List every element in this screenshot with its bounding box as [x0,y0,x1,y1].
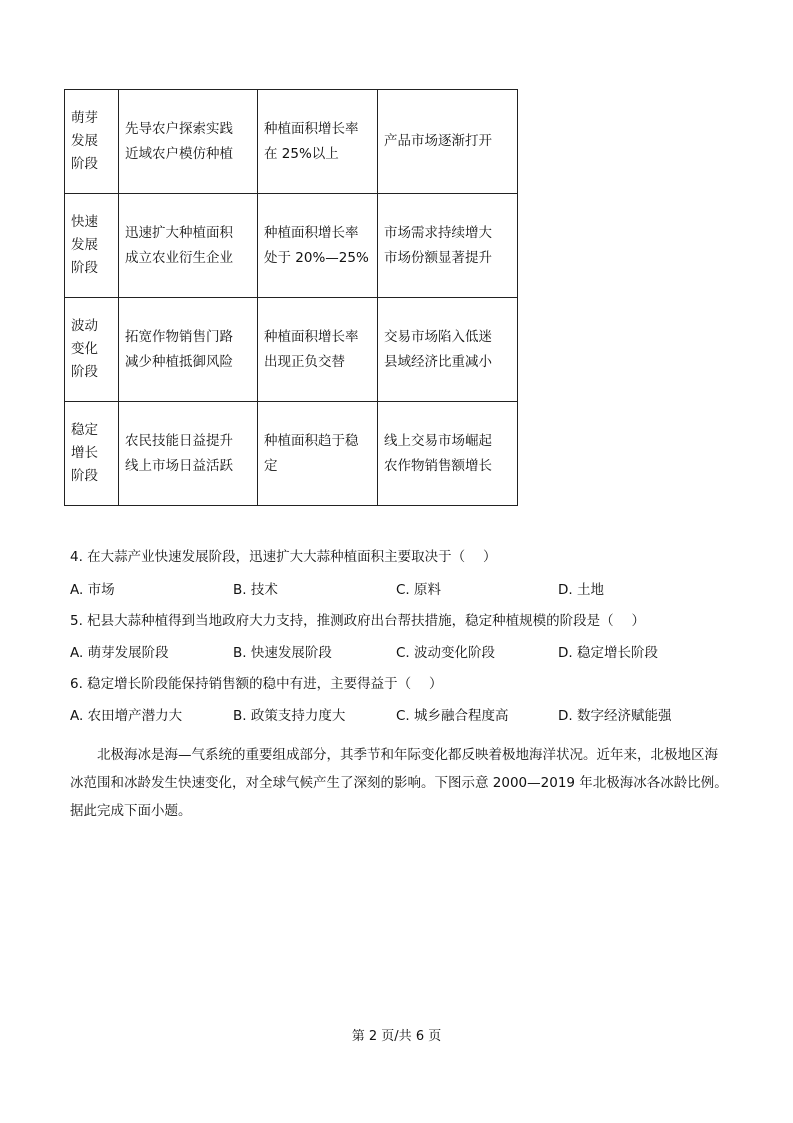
stage-cell: 快速 发展 阶段 [65,194,119,298]
growth-cell [258,194,378,298]
option-c[interactable]: C. 波动变化阶段 [396,645,496,661]
option-b[interactable]: B. 快速发展阶段 [233,645,332,661]
option-c[interactable]: C. 原料 [396,582,442,598]
feature-text: 农民技能日益提升 线上市场日益活跃 [125,432,233,474]
feature-text: 迅速扩大种植面积 成立农业衍生企业 [125,224,233,266]
table-row [65,194,518,298]
market-text: 市场需求持续增大 市场份额显著提升 [384,224,492,266]
feature-cell [119,194,258,298]
feature-cell [119,90,258,194]
market-cell [378,90,518,194]
growth-text: 种植面积增长率 处于 20%—25% [264,224,369,266]
stage-table [64,89,518,506]
option-a[interactable]: A. 农田增产潜力大 [70,708,183,724]
option-c[interactable]: C. 城乡融合程度高 [396,708,509,724]
market-cell [378,402,518,506]
market-text: 交易市场陷入低迷 县域经济比重减小 [384,328,492,370]
option-a[interactable]: A. 市场 [70,582,115,598]
reading-paragraph: 北极海冰是海—气系统的重要组成部分，其季节和年际变化都反映着极地海洋状况。近年来，北极地区海冰范围和冰龄发生快速变化，对全球气候产生了深刻的影响。下图示意 2000—2019 年北极海冰各冰龄比例。据此完成下面小题。 [70,747,728,819]
question-4-options [70,578,750,598]
stage-cell: 波动 变化 阶段 [65,298,119,402]
growth-cell [258,298,378,402]
option-a[interactable]: A. 萌芽发展阶段 [70,645,169,661]
market-text: 线上交易市场崛起 农作物销售额增长 [384,432,492,474]
question-6-options [70,704,750,724]
table-row [65,90,518,194]
market-text: 产品市场逐渐打开 [384,133,492,149]
question-5-stem: 5. 杞县大蒜种植得到当地政府大力支持，推测政府出台帮扶措施，稳定种植规模的阶段是（ ） [70,613,645,629]
option-d[interactable]: D. 数字经济赋能强 [558,708,672,724]
growth-cell [258,402,378,506]
growth-text: 种植面积增长率 出现正负交替 [264,328,359,370]
feature-cell [119,402,258,506]
option-d[interactable]: D. 稳定增长阶段 [558,645,658,661]
growth-text: 种植面积增长率 在 25%以上 [264,120,359,162]
option-d[interactable]: D. 土地 [558,582,604,598]
option-b[interactable]: B. 政策支持力度大 [233,708,346,724]
feature-text: 拓宽作物销售门路 减少种植抵御风险 [125,328,233,370]
feature-cell [119,298,258,402]
option-b[interactable]: B. 技术 [233,582,278,598]
market-cell [378,194,518,298]
feature-text: 先导农户探索实践 近域农户模仿种植 [125,120,233,162]
stage-cell: 稳定 增长 阶段 [65,402,119,506]
table-row [65,402,518,506]
market-cell [378,298,518,402]
growth-cell [258,90,378,194]
page-number: 第 2 页/共 6 页 [351,1029,442,1044]
question-5-options [70,641,750,661]
stage-cell: 萌芽 发展 阶段 [65,90,119,194]
growth-text: 种植面积趋于稳 定 [264,432,359,474]
question-6-stem: 6. 稳定增长阶段能保持销售额的稳中有进，主要得益于（ ） [70,676,443,692]
table-row [65,298,518,402]
question-4-stem: 4. 在大蒜产业快速发展阶段，迅速扩大大蒜种植面积主要取决于（ ） [70,549,497,565]
